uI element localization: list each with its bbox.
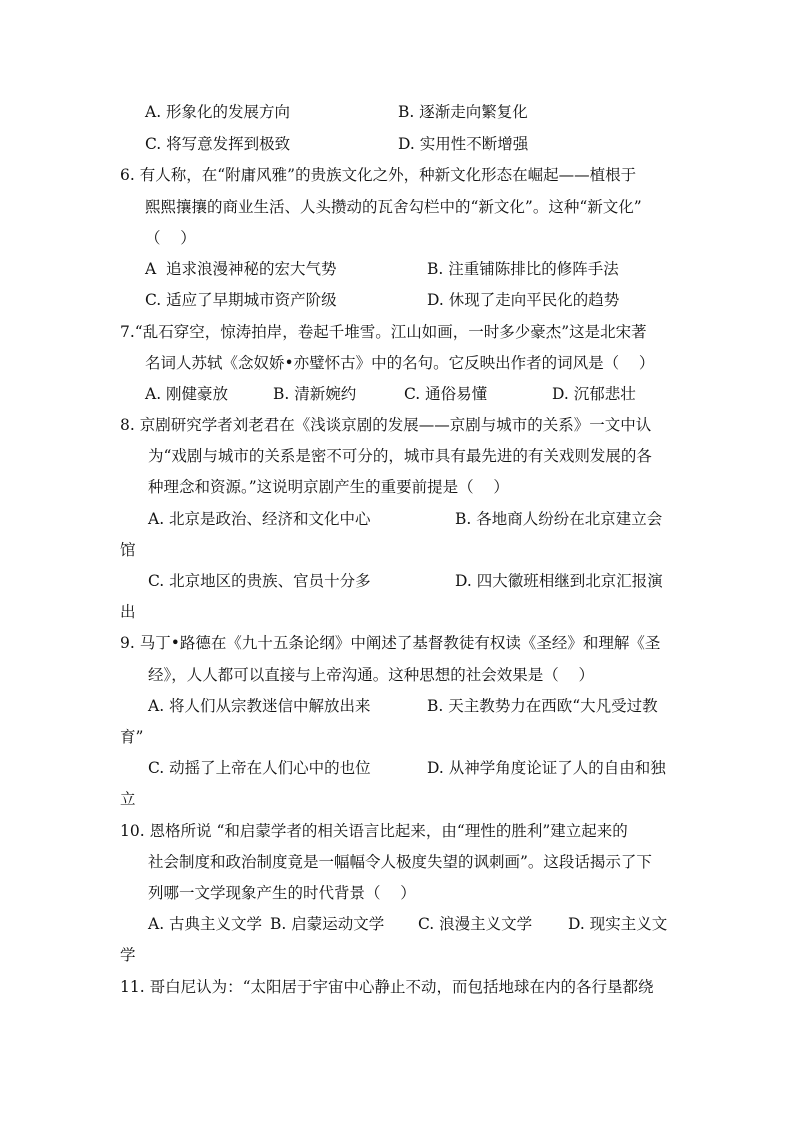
question-6-line-1: 6. 有人称，在“附庸风雅”的贵族文化之外，种新文化形态在崛起——植根于: [120, 166, 637, 184]
option-5c: C. 将写意发挥到极致: [145, 135, 291, 153]
question-10-line-2: 社会制度和政治制度竟是一幅幅令人极度失望的讽刺画”。这段话揭示了下: [148, 853, 652, 871]
option-10c: C. 浪漫主义文学: [418, 915, 533, 933]
option-8d-wrap: 出: [120, 603, 136, 621]
option-8a: A. 北京是政治、经济和文化中心: [148, 510, 371, 528]
question-10-line-3: 列哪一文学现象产生的时代背景（ ）: [148, 884, 416, 902]
option-10d: D. 现实主义文: [568, 915, 668, 933]
question-9-line-1: 9. 马丁•路德在《九十五条论纲》中阐述了基督教徒有权读《圣经》和理解《圣: [120, 634, 661, 652]
option-7d: D. 沉郁悲壮: [552, 385, 636, 403]
question-11-line-1: 11. 哥白尼认为：“太阳居于宇宙中心静止不动，而包括地球在内的各行垦都绕: [120, 978, 654, 996]
question-8-line-3: 种理念和资源。”这说明京剧产生的重要前提是（ ）: [148, 478, 509, 496]
question-8-line-1: 8. 京剧研究学者刘老君在《浅谈京剧的发展——京剧与城市的关系》一文中认: [120, 416, 652, 434]
option-6a: A 追求浪漫神秘的宏大气势: [145, 260, 337, 278]
question-6-blank: （ ）: [145, 229, 196, 247]
option-9c: C. 动摇了上帝在人们心中的也位: [148, 759, 371, 777]
option-10b: B. 启蒙运动文学: [270, 915, 385, 933]
option-6d: D. 休现了走向平民化的趋势: [427, 291, 620, 309]
option-6b: B. 注重铺陈排比的修阵手法: [427, 260, 619, 278]
option-6c: C. 适应了早期城市资产阶级: [145, 291, 337, 309]
option-9a: A. 将人们从宗教迷信中解放出来: [148, 697, 371, 715]
option-5d: D. 实用性不断增强: [398, 135, 529, 153]
option-9d-wrap: 立: [120, 790, 136, 808]
option-9b: B. 天主教势力在西欧“大凡受过教: [427, 697, 658, 715]
question-10-line-1: 10. 恩格所说 “和启蒙学者的相关语言比起来，由“理性的胜利”建立起来的: [120, 822, 628, 840]
question-6-line-2: 熙熙攘攘的商业生活、人头攒动的瓦舍勾栏中的“新文化”。这种“新文化”: [145, 198, 642, 216]
option-7a: A. 刚健豪放: [145, 385, 229, 403]
option-10a: A. 古典主义文学: [148, 915, 263, 933]
question-9-line-2: 经》，人人都可以直接与上帝沟通。这种思想的社会效果是（ ）: [148, 666, 594, 684]
option-5a: A. 形象化的发展方向: [145, 103, 291, 121]
option-8c: C. 北京地区的贵族、官员十分多: [148, 572, 371, 590]
option-7b: B. 清新婉约: [273, 385, 357, 403]
question-7-line-2: 名词人苏轼《念奴娇•亦璧怀古》中的名句。它反映出作者的词风是（ ）: [145, 354, 655, 372]
option-9d: D. 从神学角度论证了人的自由和独: [427, 759, 666, 777]
question-7-line-1: 7.“乱石穿空，惊涛拍岸，卷起千堆雪。江山如画，一时多少豪杰”这是北宋著: [120, 323, 647, 341]
option-8d: D. 四大徽班相继到北京汇报演: [455, 572, 663, 590]
option-5b: B. 逐渐走向繁复化: [398, 103, 528, 121]
option-10d-wrap: 学: [120, 946, 136, 964]
option-9b-wrap: 育”: [120, 728, 144, 746]
option-7c: C. 通俗易懂: [404, 385, 488, 403]
option-8b: B. 各地商人纷纷在北京建立会: [455, 510, 663, 528]
question-8-line-2: 为“戏剧与城市的关系是密不可分的，城市具有最先进的有关戏则发展的各: [148, 447, 652, 465]
option-8b-wrap: 馆: [120, 541, 136, 559]
